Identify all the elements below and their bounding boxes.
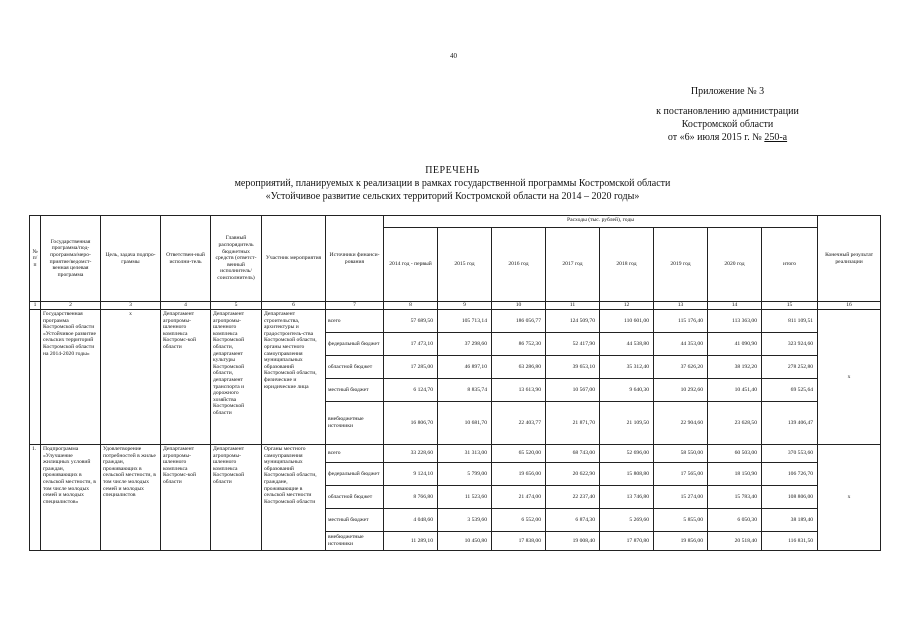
row-executor: Департамент агропромы-шленного комплекса Костромс-кой области bbox=[161, 445, 211, 551]
funding-value: 44 538,80 bbox=[600, 333, 654, 356]
funding-value: 15 274,00 bbox=[654, 486, 708, 509]
appendix-title: Приложение № 3 bbox=[690, 86, 765, 97]
funding-value: 23 628,50 bbox=[708, 402, 762, 445]
header-year: 2014 год - первый bbox=[384, 228, 438, 302]
appendix-date-text: от «6» июля 2015 г. № bbox=[667, 132, 765, 143]
column-number: 1 bbox=[30, 302, 41, 310]
funding-source: местный бюджет bbox=[326, 509, 384, 532]
funding-source: федеральный бюджет bbox=[326, 333, 384, 356]
funding-source: федеральный бюджет bbox=[326, 463, 384, 486]
row-manager: Департамент агропромы-шленного комплекса Костромской области, департамент культуры Костромской области, департамент транспорта и дорожного хозяйства Костромской области bbox=[211, 310, 262, 445]
funding-value: 3 539,60 bbox=[438, 509, 492, 532]
funding-value: 52 417,90 bbox=[546, 333, 600, 356]
funding-value: 10 451,40 bbox=[708, 379, 762, 402]
funding-value: 13 613,90 bbox=[492, 379, 546, 402]
funding-value: 11 289,10 bbox=[384, 532, 438, 551]
header-manager: Главный распорядитель бюджетных средств (ответст-венный исполнитель/ соисполнитель) bbox=[211, 216, 262, 302]
funding-value: 19 856,00 bbox=[654, 532, 708, 551]
header-num: № п/п bbox=[30, 216, 41, 302]
document-title bbox=[0, 164, 905, 203]
funding-value: 60 503,00 bbox=[708, 445, 762, 463]
funding-value: 17 565,00 bbox=[654, 463, 708, 486]
column-number: 5 bbox=[211, 302, 262, 310]
funding-value: 22 237,40 bbox=[546, 486, 600, 509]
column-number: 14 bbox=[708, 302, 762, 310]
funding-value: 10 450,80 bbox=[438, 532, 492, 551]
page-number: 40 bbox=[450, 52, 457, 60]
funding-value: 17 838,00 bbox=[492, 532, 546, 551]
funding-value: 68 743,00 bbox=[546, 445, 600, 463]
header-year: 2016 год bbox=[492, 228, 546, 302]
funding-value: 110 601,00 bbox=[600, 310, 654, 333]
column-number: 11 bbox=[546, 302, 600, 310]
header-program: Государственная программа/под-программа/меро-приятие/ведомст-венная целевая программа bbox=[41, 216, 101, 302]
funding-value: 38 192,20 bbox=[708, 356, 762, 379]
funding-value: 9 640,30 bbox=[600, 379, 654, 402]
row-program: Государственная программа Костромской области «Устойчивое развитие сельских территорий Костромской области на 2014-2020 годы» bbox=[41, 310, 101, 445]
header-expenses: Расходы (тыс. рублей), годы bbox=[384, 216, 818, 228]
funding-value: 31 313,00 bbox=[438, 445, 492, 463]
funding-value: 21 474,00 bbox=[492, 486, 546, 509]
funding-value: 21 871,70 bbox=[546, 402, 600, 445]
header-sources: Источники финанси-рования bbox=[326, 216, 384, 302]
funding-source: всего bbox=[326, 310, 384, 333]
column-number: 3 bbox=[101, 302, 161, 310]
column-number: 13 bbox=[654, 302, 708, 310]
funding-value: 10 292,60 bbox=[654, 379, 708, 402]
funding-value: 11 523,60 bbox=[438, 486, 492, 509]
funding-source: областной бюджет bbox=[326, 486, 384, 509]
row-num: 1. bbox=[30, 445, 41, 551]
column-number: 9 bbox=[438, 302, 492, 310]
column-number: 7 bbox=[326, 302, 384, 310]
funding-value: 16 806,70 bbox=[384, 402, 438, 445]
funding-value: 44 353,00 bbox=[654, 333, 708, 356]
funding-value: 17 473,10 bbox=[384, 333, 438, 356]
funding-source: областной бюджет bbox=[326, 356, 384, 379]
row-result: х bbox=[818, 445, 881, 551]
measures-table bbox=[29, 215, 881, 551]
funding-value: 6 124,70 bbox=[384, 379, 438, 402]
funding-value: 10 681,70 bbox=[438, 402, 492, 445]
header-result: Конечный результат реализации bbox=[818, 216, 881, 302]
appendix-block bbox=[575, 85, 880, 144]
funding-value: 8 766,80 bbox=[384, 486, 438, 509]
funding-value: 33 228,60 bbox=[384, 445, 438, 463]
row-program: Подпрограмма «Улучшение жилищных условий граждан, проживающих в сельской местности, в том числе молодых семей и молодых специалистов» bbox=[41, 445, 101, 551]
funding-value: 139 406,47 bbox=[762, 402, 818, 445]
funding-value: 37 298,60 bbox=[438, 333, 492, 356]
funding-value: 124 509,70 bbox=[546, 310, 600, 333]
row-goal: х bbox=[101, 310, 161, 445]
row-goal: Удовлетворение потребностей в жилье граждан, проживающих в сельской местности, в том числе молодых семей и молодых специалистов bbox=[101, 445, 161, 551]
funding-value: 38 189,40 bbox=[762, 509, 818, 532]
title-program-name: «Устойчивое развитие сельских территорий Костромской области на 2014 – 2020 годы» bbox=[265, 191, 640, 202]
row-result: х bbox=[818, 310, 881, 445]
row-num bbox=[30, 310, 41, 445]
header-participant: Участник мероприятия bbox=[262, 216, 326, 302]
funding-source: внебюджетные источники bbox=[326, 532, 384, 551]
column-number: 16 bbox=[818, 302, 881, 310]
funding-value: 323 924,60 bbox=[762, 333, 818, 356]
funding-source: внебюджетные источники bbox=[326, 402, 384, 445]
funding-value: 15 808,80 bbox=[600, 463, 654, 486]
row-participant: Департамент строительства, архитектуры и градостроитель-ства Костромской области, органы местного самоуправления муниципальных образований Костромской области, физические и юридические лица bbox=[262, 310, 326, 445]
funding-value: 10 567,00 bbox=[546, 379, 600, 402]
funding-value: 17 870,80 bbox=[600, 532, 654, 551]
funding-value: 811 109,51 bbox=[762, 310, 818, 333]
funding-value: 22 403,77 bbox=[492, 402, 546, 445]
funding-value: 13 746,80 bbox=[600, 486, 654, 509]
column-number: 4 bbox=[161, 302, 211, 310]
header-year: 2015 год bbox=[438, 228, 492, 302]
funding-source: всего bbox=[326, 445, 384, 463]
funding-value: 58 550,00 bbox=[654, 445, 708, 463]
funding-value: 6 552,00 bbox=[492, 509, 546, 532]
row-manager: Департамент агропромы-шленного комплекса Костромской области bbox=[211, 445, 262, 551]
appendix-line-region: Костромской области bbox=[681, 119, 774, 130]
funding-value: 116 831,50 bbox=[762, 532, 818, 551]
column-number: 12 bbox=[600, 302, 654, 310]
header-year: 2018 год bbox=[600, 228, 654, 302]
funding-value: 21 109,50 bbox=[600, 402, 654, 445]
funding-value: 63 286,80 bbox=[492, 356, 546, 379]
funding-value: 370 553,60 bbox=[762, 445, 818, 463]
header-year-total: итого bbox=[762, 228, 818, 302]
funding-value: 37 626,20 bbox=[654, 356, 708, 379]
table-row bbox=[30, 445, 881, 463]
funding-value: 113 363,00 bbox=[708, 310, 762, 333]
funding-value: 108 806,00 bbox=[762, 486, 818, 509]
funding-value: 5 269,60 bbox=[600, 509, 654, 532]
funding-value: 278 252,80 bbox=[762, 356, 818, 379]
funding-value: 41 090,90 bbox=[708, 333, 762, 356]
funding-value: 5 799,00 bbox=[438, 463, 492, 486]
funding-value: 115 176,40 bbox=[654, 310, 708, 333]
funding-value: 20 622,90 bbox=[546, 463, 600, 486]
funding-value: 86 752,30 bbox=[492, 333, 546, 356]
funding-value: 19 656,00 bbox=[492, 463, 546, 486]
funding-value: 6 050,30 bbox=[708, 509, 762, 532]
appendix-decree-number: 250-а bbox=[764, 132, 788, 143]
funding-value: 6 874,30 bbox=[546, 509, 600, 532]
funding-value: 20 518,40 bbox=[708, 532, 762, 551]
title-heading: ПЕРЕЧЕНЬ bbox=[425, 165, 480, 176]
funding-value: 19 008,40 bbox=[546, 532, 600, 551]
funding-value: 18 150,90 bbox=[708, 463, 762, 486]
header-executor: Ответствен-ный исполни-тель bbox=[161, 216, 211, 302]
funding-value: 57 689,50 bbox=[384, 310, 438, 333]
funding-value: 69 525,64 bbox=[762, 379, 818, 402]
funding-value: 22 904,60 bbox=[654, 402, 708, 445]
column-number: 6 bbox=[262, 302, 326, 310]
funding-value: 4 048,60 bbox=[384, 509, 438, 532]
header-year: 2020 год bbox=[708, 228, 762, 302]
row-executor: Департамент агропромы-шленного комплекса Костромс-кой области bbox=[161, 310, 211, 445]
funding-value: 39 653,10 bbox=[546, 356, 600, 379]
header-goal: Цель, задача подпро-граммы bbox=[101, 216, 161, 302]
funding-value: 52 696,00 bbox=[600, 445, 654, 463]
title-subheading: мероприятий, планируемых к реализации в рамках государственной программы Костромской области bbox=[234, 178, 671, 189]
funding-value: 106 726,70 bbox=[762, 463, 818, 486]
funding-value: 8 835,74 bbox=[438, 379, 492, 402]
header-year: 2019 год bbox=[654, 228, 708, 302]
column-number: 8 bbox=[384, 302, 438, 310]
funding-value: 15 783,40 bbox=[708, 486, 762, 509]
row-participant: Органы местного самоуправления муниципальных образований Костромской области, граждане, проживающие в сельской местности Костромской области bbox=[262, 445, 326, 551]
funding-source: местный бюджет bbox=[326, 379, 384, 402]
table-body bbox=[30, 310, 881, 551]
header-year: 2017 год bbox=[546, 228, 600, 302]
column-number: 2 bbox=[41, 302, 101, 310]
column-number: 10 bbox=[492, 302, 546, 310]
funding-value: 17 285,00 bbox=[384, 356, 438, 379]
funding-value: 65 520,00 bbox=[492, 445, 546, 463]
funding-value: 35 312,40 bbox=[600, 356, 654, 379]
funding-value: 5 855,00 bbox=[654, 509, 708, 532]
funding-value: 186 056,77 bbox=[492, 310, 546, 333]
column-number: 15 bbox=[762, 302, 818, 310]
funding-value: 105 713,14 bbox=[438, 310, 492, 333]
column-number-row bbox=[30, 302, 881, 310]
funding-value: 9 124,10 bbox=[384, 463, 438, 486]
appendix-line-decree: к постановлению администрации bbox=[656, 106, 799, 117]
appendix-line-date bbox=[575, 131, 880, 144]
funding-value: 46 897,10 bbox=[438, 356, 492, 379]
table-row bbox=[30, 310, 881, 333]
